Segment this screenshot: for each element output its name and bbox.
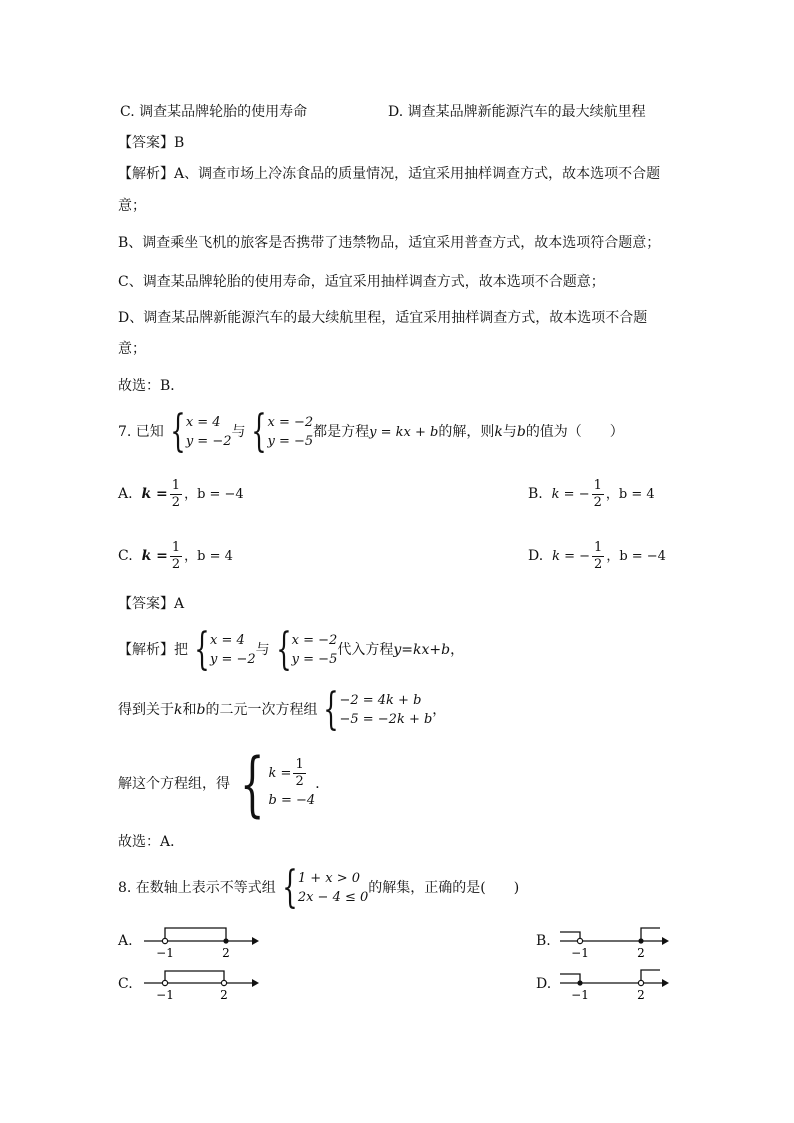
q7-b-den: 2 — [593, 494, 602, 510]
analysis-c: C、调查某品牌轮胎的使用寿命，适宜采用抽样调查方式，故本选项不合题意； — [118, 274, 605, 290]
q7-sys1-row1: x = 4 — [185, 415, 221, 430]
q7-an-sys2-row2: y = −5 — [291, 652, 338, 667]
closed-point — [223, 938, 228, 943]
option-d: D. 调查某品牌新能源汽车的最大续航里程 — [388, 104, 646, 120]
q7-got-prefix: 得到关于 — [118, 702, 174, 718]
q7-got-b: b — [196, 702, 206, 718]
q7-an-system-2: { x = −2 y = −5 — [275, 624, 338, 675]
q8-tail: 的解集，正确的是( ) — [368, 880, 520, 896]
left-ray — [560, 932, 580, 941]
q7-d-num: 1 — [594, 539, 603, 555]
q7-option-a — [118, 476, 244, 513]
tick-label-right: 2 — [220, 988, 228, 1002]
q7-d-k: k = − — [552, 549, 591, 564]
q7-c-b: ，b = 4 — [184, 549, 233, 564]
q7-got-mid: 的二元一次方程组 — [205, 702, 318, 718]
open-point-right — [221, 980, 226, 985]
q7-b-num: 1 — [593, 477, 602, 493]
q7-an-sys1-row1: x = 4 — [210, 633, 245, 648]
tick-label-right: 2 — [637, 988, 645, 1002]
q7-option-c — [118, 538, 233, 575]
q7-a-fraction — [170, 478, 182, 511]
q8-prefix: 8. 在数轴上表示不等式组 — [118, 880, 276, 896]
q7-b-k: k = − — [551, 487, 590, 502]
q7-option-d — [528, 538, 666, 575]
q8-d-number-line — [556, 966, 676, 1002]
q7-an-prefix: 【解析】把 — [118, 642, 188, 658]
tick-label-left: −1 — [156, 988, 174, 1002]
q8-sys-row1: 1 + x > 0 — [297, 871, 361, 886]
q7-a-label: A. — [118, 486, 133, 502]
q8-stem — [118, 862, 520, 913]
q7-a-den: 2 — [171, 494, 181, 510]
solution-bracket — [165, 928, 226, 941]
q7-an-system-1: { x = 4 y = −2 — [194, 624, 256, 675]
q8-a-label: A. — [118, 933, 133, 949]
q7-solve-den: 2 — [295, 773, 304, 789]
q7-got-end: ， — [432, 702, 447, 718]
analysis-a-line2: 意； — [118, 198, 146, 214]
q7-d-fraction — [592, 540, 604, 573]
q8-b-label: B. — [536, 933, 551, 949]
axis-arrow — [662, 979, 669, 987]
q7-stem — [118, 406, 624, 457]
axis-arrow — [252, 979, 259, 987]
left-ray — [560, 974, 580, 983]
q7-an-mid: 与 — [255, 642, 270, 658]
q7-d-b: ，b = −4 — [606, 549, 666, 564]
axis-arrow — [252, 937, 259, 945]
q7-an-sys2-row1: x = −2 — [291, 633, 338, 648]
answer-7: 【答案】A — [118, 596, 185, 612]
analysis-a-line1: 【解析】A、调查市场上冷冻食品的质量情况，适宜采用抽样调查方式，故本选项不合题 — [118, 166, 661, 182]
q7-b-b: ，b = 4 — [605, 487, 655, 502]
right-ray — [641, 928, 660, 941]
q7-system-2: { x = −2 y = −5 — [251, 406, 314, 457]
tick-label-right: 2 — [637, 946, 645, 960]
q7-analysis-line2 — [118, 684, 447, 735]
q7-tail1: 都是方程 — [313, 424, 370, 440]
tick-label-left: −1 — [571, 988, 589, 1002]
q7-a-num: 1 — [171, 477, 181, 493]
q7-solve-row1 — [269, 757, 316, 790]
q7-prefix: 7. 已知 — [118, 424, 164, 440]
tick-label-left: −1 — [571, 946, 589, 960]
q8-sys-row2: 2x − 4 ≤ 0 — [297, 890, 369, 905]
q7-solve-fraction — [293, 757, 305, 790]
q8-system: { 1 + x > 0 2x − 4 ≤ 0 — [282, 862, 369, 913]
q7-a-k: k = — [141, 486, 168, 502]
q7-b: b — [516, 424, 526, 440]
q7-solve-prefix: 解这个方程组，得 — [118, 776, 230, 792]
q7-got-and: 和 — [182, 702, 197, 718]
q7-mid: 与 — [231, 424, 246, 440]
q7-c-den: 2 — [171, 556, 181, 572]
q7-tail2: 的解，则 — [438, 424, 495, 440]
q7-c-fraction — [170, 540, 182, 573]
answer-6: 【答案】B — [118, 135, 185, 151]
q7-b-fraction — [592, 478, 604, 511]
q7-sys2-row2: y = −5 — [267, 434, 314, 449]
tick-label-left: −1 — [156, 946, 174, 960]
q7-sys2-row1: x = −2 — [267, 415, 314, 430]
q7-got-sys-row1: −2 = 4k + b — [339, 693, 422, 708]
q8-a-number-line — [140, 924, 260, 960]
q8-c-label: C. — [118, 976, 133, 992]
q7-solve-k: k = — [268, 765, 292, 781]
q7-got-system: { −2 = 4k + b −5 = −2k + b — [323, 684, 433, 735]
analysis-d-line1: D、调查某品牌新能源汽车的最大续航里程，适宜采用抽样调查方式，故本选项不合题 — [118, 310, 648, 326]
open-point — [162, 980, 167, 985]
q7-solve-end: ． — [315, 776, 330, 792]
q7-an-tail: 代入方程 — [337, 642, 394, 658]
closed-point — [577, 980, 582, 985]
q8-b-number-line — [556, 924, 676, 960]
q7-c-num: 1 — [171, 539, 181, 555]
q7-d-label: D. — [528, 548, 544, 564]
q8-c-number-line — [140, 966, 260, 1002]
analysis-d-line2: 意； — [118, 341, 146, 357]
q7-equation: y = kx + b — [369, 425, 439, 440]
choose-7: 故选：A． — [118, 834, 185, 850]
q7-analysis-line1 — [118, 624, 465, 675]
q7-and: 与 — [502, 424, 517, 440]
q7-solve-num: 1 — [295, 756, 304, 772]
q7-a-b: ，b = −4 — [184, 487, 244, 502]
q7-got-k: k — [174, 702, 183, 718]
q7-an-sys1-row2: y = −2 — [210, 652, 256, 667]
open-point — [162, 938, 167, 943]
choose-6: 故选：B． — [118, 378, 185, 394]
q7-c-k: k = — [141, 548, 168, 564]
solution-bracket — [165, 971, 224, 983]
q7-analysis-line3 — [118, 743, 330, 825]
open-point — [638, 980, 643, 985]
q7-sys1-row2: y = −2 — [185, 434, 232, 449]
q7-an-eq: y=kx+b — [393, 642, 451, 658]
q8-d-label: D. — [536, 976, 552, 992]
tick-label-right: 2 — [222, 946, 230, 960]
q7-tail3: 的值为（ ） — [525, 424, 624, 440]
q7-solve-system: { k = $\frac{1}{2}$ b = −4 — [240, 743, 316, 825]
q7-an-end: ， — [450, 642, 465, 658]
option-c: C. 调查某品牌轮胎的使用寿命 — [120, 104, 308, 120]
right-ray — [641, 970, 660, 983]
closed-point — [638, 938, 643, 943]
open-point — [577, 938, 582, 943]
q7-c-label: C. — [118, 548, 133, 564]
q7-k: k — [494, 424, 503, 440]
analysis-b: B、调查乘坐飞机的旅客是否携带了违禁物品，适宜采用普查方式，故本选项符合题意； — [118, 235, 661, 251]
q7-system-1: { x = 4 y = −2 — [170, 406, 232, 457]
q7-got-sys-row2: −5 = −2k + b — [339, 712, 433, 727]
q7-solve-row2: b = −4 — [268, 792, 316, 808]
q7-b-label: B. — [528, 486, 543, 502]
axis-arrow — [662, 937, 669, 945]
q7-option-b — [528, 476, 655, 513]
q7-d-den: 2 — [594, 556, 603, 572]
